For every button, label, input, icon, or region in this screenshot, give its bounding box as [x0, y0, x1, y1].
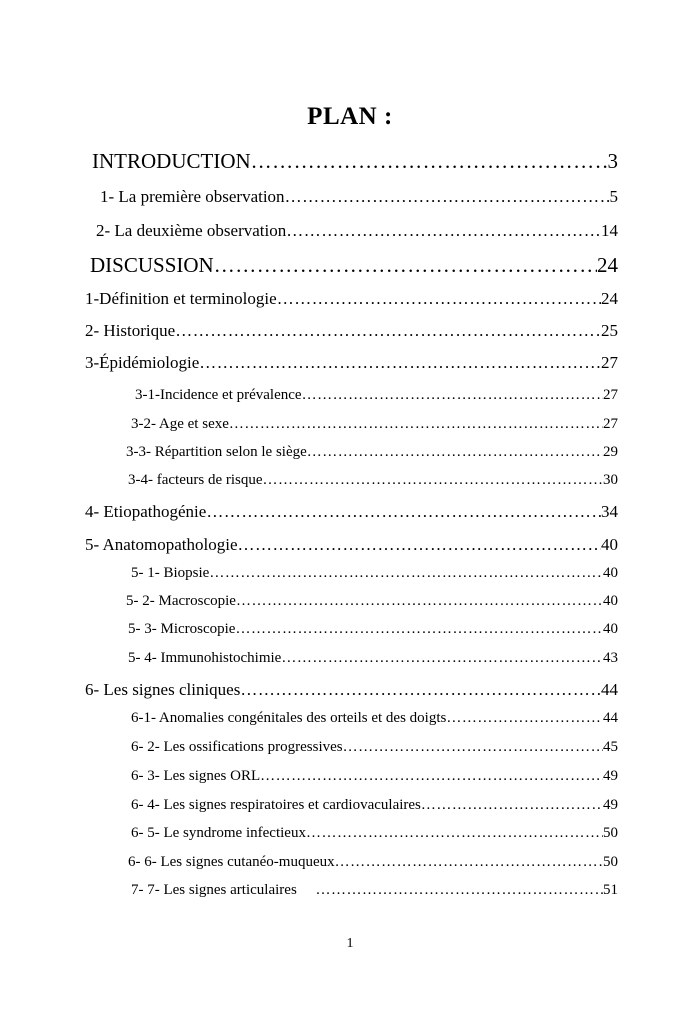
toc-entry-page: 49	[603, 797, 618, 813]
toc-leader-dots	[240, 680, 601, 700]
toc-entry-page: 50	[603, 825, 618, 841]
toc-entry-label: 5- 1- Biopsie	[131, 565, 210, 581]
toc-entry-label: 6- Les signes cliniques	[85, 680, 241, 699]
toc-leader-dots	[199, 353, 601, 373]
toc-leader-dots	[209, 565, 603, 582]
toc-leader-dots	[236, 593, 603, 610]
toc-entry-page: 45	[603, 739, 618, 755]
toc-leader-dots	[214, 253, 597, 278]
toc-leader-dots	[302, 387, 603, 404]
toc-entry-signes-articulaires[interactable]	[131, 882, 618, 899]
toc-leader-dots	[175, 321, 601, 341]
toc-entry-signes-orl[interactable]	[131, 768, 618, 785]
toc-entry-incidence[interactable]	[135, 387, 618, 404]
toc-entry-label: 6- 2- Les ossifications progressives	[131, 739, 343, 755]
toc-entry-syndrome-infectieux[interactable]	[131, 825, 618, 842]
toc-entry-label: 2- Historique	[85, 321, 176, 340]
toc-entry-page: 27	[603, 387, 618, 403]
toc-entry-definition[interactable]	[85, 289, 618, 309]
toc-entry-label: 5- 2- Macroscopie	[126, 593, 236, 609]
toc-entry-deuxieme-observation[interactable]	[96, 221, 618, 241]
page-number: 1	[346, 936, 354, 951]
toc-entry-label: 3-2- Age et sexe	[131, 416, 229, 432]
toc-entry-premiere-observation[interactable]	[100, 187, 618, 207]
toc-entry-page: 24	[601, 289, 618, 308]
toc-entry-label: 5- 4- Immunohistochimie	[128, 650, 282, 666]
toc-leader-dots	[446, 710, 603, 727]
toc-entry-ossifications[interactable]	[131, 739, 618, 756]
toc-leader-dots	[421, 797, 603, 814]
page-title: PLAN :	[307, 103, 393, 130]
toc-leader-dots	[343, 739, 603, 756]
toc-leader-dots	[238, 535, 601, 555]
toc-entry-label: DISCUSSION	[90, 253, 214, 277]
toc-leader-dots	[235, 621, 603, 638]
toc-leader-dots	[229, 416, 603, 433]
toc-entry-page: 44	[603, 710, 618, 726]
toc-entry-label: 6- 4- Les signes respiratoires et cardiovaculaires	[131, 797, 421, 813]
toc-entry-introduction[interactable]	[92, 149, 618, 174]
toc-entry-label: 6-1- Anomalies congénitales des orteils et des doigts	[131, 710, 447, 726]
toc-leader-dots	[286, 221, 601, 241]
toc-leader-dots	[281, 650, 603, 667]
toc-leader-dots	[306, 825, 603, 842]
toc-entry-repartition[interactable]	[126, 444, 618, 461]
toc-entry-signes-respiratoires[interactable]	[131, 797, 618, 814]
toc-entry-label: 6- 3- Les signes ORL	[131, 768, 261, 784]
toc-entry-label: 7- 7- Les signes articulaires	[131, 882, 316, 898]
toc-entry-epidemiologie[interactable]	[85, 353, 618, 373]
toc-entry-anatomopathologie[interactable]	[85, 535, 618, 555]
toc-leader-dots	[316, 882, 603, 899]
toc-entry-immunohistochimie[interactable]	[128, 650, 618, 667]
toc-entry-biopsie[interactable]	[131, 565, 618, 582]
toc-entry-page: 43	[603, 650, 618, 666]
toc-leader-dots	[260, 768, 603, 785]
toc-entry-discussion[interactable]	[90, 253, 618, 278]
toc-entry-age-sexe[interactable]	[131, 416, 618, 433]
toc-entry-macroscopie[interactable]	[126, 593, 618, 610]
toc-entry-label: 6- 5- Le syndrome infectieux	[131, 825, 306, 841]
toc-entry-page: 50	[603, 854, 618, 870]
toc-entry-label: 3-4- facteurs de risque	[128, 472, 263, 488]
toc-leader-dots	[285, 187, 610, 207]
toc-leader-dots	[206, 502, 601, 522]
toc-entry-page: 25	[601, 321, 618, 340]
toc-entry-page: 34	[601, 502, 618, 521]
toc-entry-page: 40	[603, 593, 618, 609]
toc-entry-page: 40	[603, 621, 618, 637]
toc-entry-anomalies-congenitales[interactable]	[131, 710, 618, 727]
toc-leader-dots	[263, 472, 603, 489]
toc-leader-dots	[307, 444, 603, 461]
toc-entry-label: 3-Épidémiologie	[85, 353, 200, 372]
toc-entry-label: 6- 6- Les signes cutanéo-muqueux	[128, 854, 335, 870]
toc-leader-dots	[335, 854, 603, 871]
toc-entry-label: 2- La deuxième observation	[96, 221, 287, 240]
toc-entry-page: 30	[603, 472, 618, 488]
toc-entry-label: 5- Anatomopathologie	[85, 535, 238, 554]
toc-entry-page: 51	[603, 882, 618, 898]
toc-entry-label: 3-1-Incidence et prévalence	[135, 387, 302, 403]
toc-entry-etiopathogenie[interactable]	[85, 502, 618, 522]
toc-entry-page: 27	[601, 353, 618, 372]
toc-entry-page: 24	[597, 253, 618, 277]
toc-entry-page: 3	[607, 149, 618, 173]
toc-entry-page: 40	[601, 535, 618, 554]
toc-entry-signes-cliniques[interactable]	[85, 680, 618, 700]
toc-entry-label: 4- Etiopathogénie	[85, 502, 207, 521]
toc-entry-page: 14	[601, 221, 618, 240]
toc-entry-page: 29	[603, 444, 618, 460]
toc-entry-microscopie[interactable]	[128, 621, 618, 638]
toc-leader-dots	[277, 289, 601, 309]
toc-entry-label: INTRODUCTION	[92, 149, 251, 173]
toc-entry-historique[interactable]	[85, 321, 618, 341]
toc-entry-page: 40	[603, 565, 618, 581]
toc-entry-signes-cutaneo[interactable]	[128, 854, 618, 871]
toc-entry-page: 44	[601, 680, 618, 699]
toc-entry-page: 5	[609, 187, 618, 206]
toc-entry-label: 1-Définition et terminologie	[85, 289, 277, 308]
toc-leader-dots	[251, 149, 608, 174]
toc-entry-page: 27	[603, 416, 618, 432]
toc-entry-page: 49	[603, 768, 618, 784]
toc-entry-label: 5- 3- Microscopie	[128, 621, 236, 637]
toc-entry-facteurs-risque[interactable]	[128, 472, 618, 489]
toc-entry-label: 3-3- Répartition selon le siège	[126, 444, 307, 460]
toc-entry-label: 1- La première observation	[100, 187, 285, 206]
